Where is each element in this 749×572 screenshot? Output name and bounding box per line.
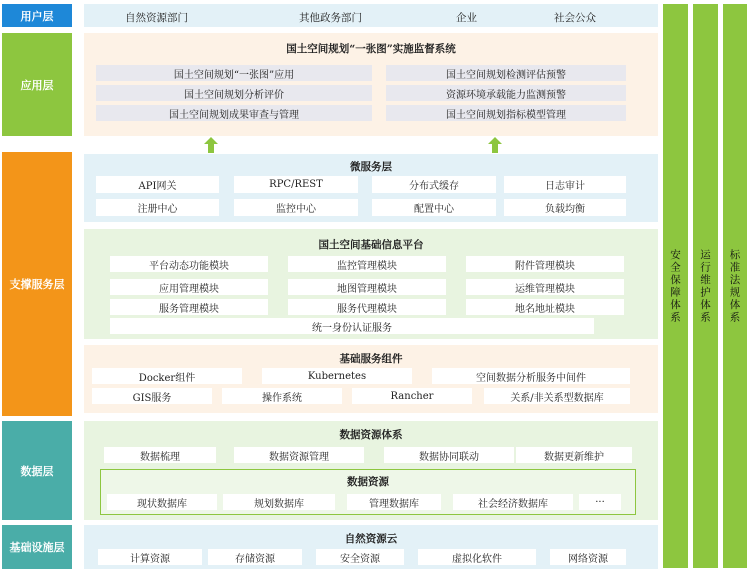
user-item: 其他政务部门 — [299, 12, 362, 24]
auth-service: 统一身份认证服务 — [110, 318, 594, 334]
platform-module: 服务管理模块 — [110, 299, 268, 315]
data-resources-frame — [100, 469, 636, 515]
component-item: Kubernetes — [262, 368, 412, 384]
database-item: 现状数据库 — [107, 494, 217, 510]
component-item: GIS服务 — [92, 388, 212, 404]
platform-title: 国土空间基础信息平台 — [318, 239, 424, 251]
cloud-panel — [84, 525, 658, 569]
database-item: 规划数据库 — [223, 494, 335, 510]
side-column-standards — [723, 4, 747, 568]
platform-module: 地图管理模块 — [288, 279, 446, 295]
database-item: 社会经济数据库 — [453, 494, 573, 510]
user-item: 社会公众 — [554, 12, 596, 24]
component-item: 空间数据分析服务中间件 — [432, 368, 630, 384]
cloud-item: 安全资源 — [316, 549, 404, 565]
application-title: 国土空间规划“一张图”实施监督系统 — [286, 43, 456, 55]
app-item: 国土空间规划“一张图”应用 — [96, 65, 372, 81]
database-item-more: ··· — [579, 494, 621, 510]
user-item: 自然资源部门 — [125, 12, 188, 24]
microservice-panel — [84, 154, 658, 222]
microservice-item: API网关 — [96, 176, 219, 193]
platform-module: 平台动态功能模块 — [110, 256, 268, 272]
layer-label-support: 支撑服务层 — [2, 152, 72, 416]
app-item: 国土空间规划指标模型管理 — [386, 105, 626, 121]
microservice-item: 监控中心 — [234, 199, 358, 216]
microservice-item: 分布式缓存 — [372, 176, 496, 193]
user-layer-panel — [84, 4, 658, 27]
component-item: Rancher — [352, 388, 472, 404]
app-item: 国土空间规划分析评价 — [96, 85, 372, 101]
data-system-item: 数据资源管理 — [234, 447, 364, 463]
side-column-label: 安全保障体系 — [669, 248, 681, 324]
side-column-label: 标准法规体系 — [728, 248, 741, 324]
platform-module: 服务代理模块 — [288, 299, 446, 315]
component-item: Docker组件 — [92, 368, 242, 384]
layer-label-user: 用户层 — [2, 4, 72, 27]
data-system-item: 数据协同联动 — [384, 447, 514, 463]
app-item: 国土空间规划检测评估预警 — [386, 65, 626, 81]
data-system-item: 数据更新维护 — [516, 447, 632, 463]
platform-module: 应用管理模块 — [110, 279, 268, 295]
data-resources-title: 数据资源 — [347, 476, 389, 488]
platform-module: 附件管理模块 — [466, 256, 624, 272]
components-panel — [84, 345, 658, 413]
layer-label-data: 数据层 — [2, 421, 72, 520]
side-column-operations — [693, 4, 718, 568]
side-column-security — [663, 4, 688, 568]
data-system-item: 数据梳理 — [104, 447, 216, 463]
cloud-title: 自然资源云 — [344, 533, 398, 545]
platform-panel — [84, 229, 658, 339]
database-item: 管理数据库 — [347, 494, 441, 510]
platform-module: 运维管理模块 — [466, 279, 624, 295]
app-item: 国土空间规划成果审查与管理 — [96, 105, 372, 121]
layer-label-application: 应用层 — [2, 33, 72, 136]
microservice-item: RPC/REST — [234, 176, 358, 193]
cloud-item: 存储资源 — [208, 549, 302, 565]
up-arrow-icon — [488, 137, 502, 153]
microservice-item: 注册中心 — [96, 199, 219, 216]
microservice-item: 配置中心 — [372, 199, 496, 216]
microservice-title: 微服务层 — [350, 161, 392, 173]
data-system-panel — [84, 421, 658, 520]
cloud-item: 网络资源 — [550, 549, 626, 565]
component-item: 操作系统 — [222, 388, 342, 404]
user-item: 企业 — [456, 12, 477, 24]
data-system-title: 数据资源体系 — [339, 429, 403, 441]
platform-module: 地名地址模块 — [466, 299, 624, 315]
cloud-item: 虚拟化软件 — [418, 549, 536, 565]
component-item: 关系/非关系型数据库 — [484, 388, 630, 404]
cloud-item: 计算资源 — [98, 549, 202, 565]
microservice-item: 日志审计 — [504, 176, 626, 193]
app-item: 资源环境承载能力监测预警 — [386, 85, 626, 101]
layer-label-infrastructure: 基础设施层 — [2, 525, 72, 569]
up-arrow-icon — [204, 137, 218, 153]
side-column-label: 运行维护体系 — [699, 248, 711, 324]
microservice-item: 负载均衡 — [504, 199, 626, 216]
platform-module: 监控管理模块 — [288, 256, 446, 272]
components-title: 基础服务组件 — [339, 353, 403, 365]
application-panel — [84, 33, 658, 136]
